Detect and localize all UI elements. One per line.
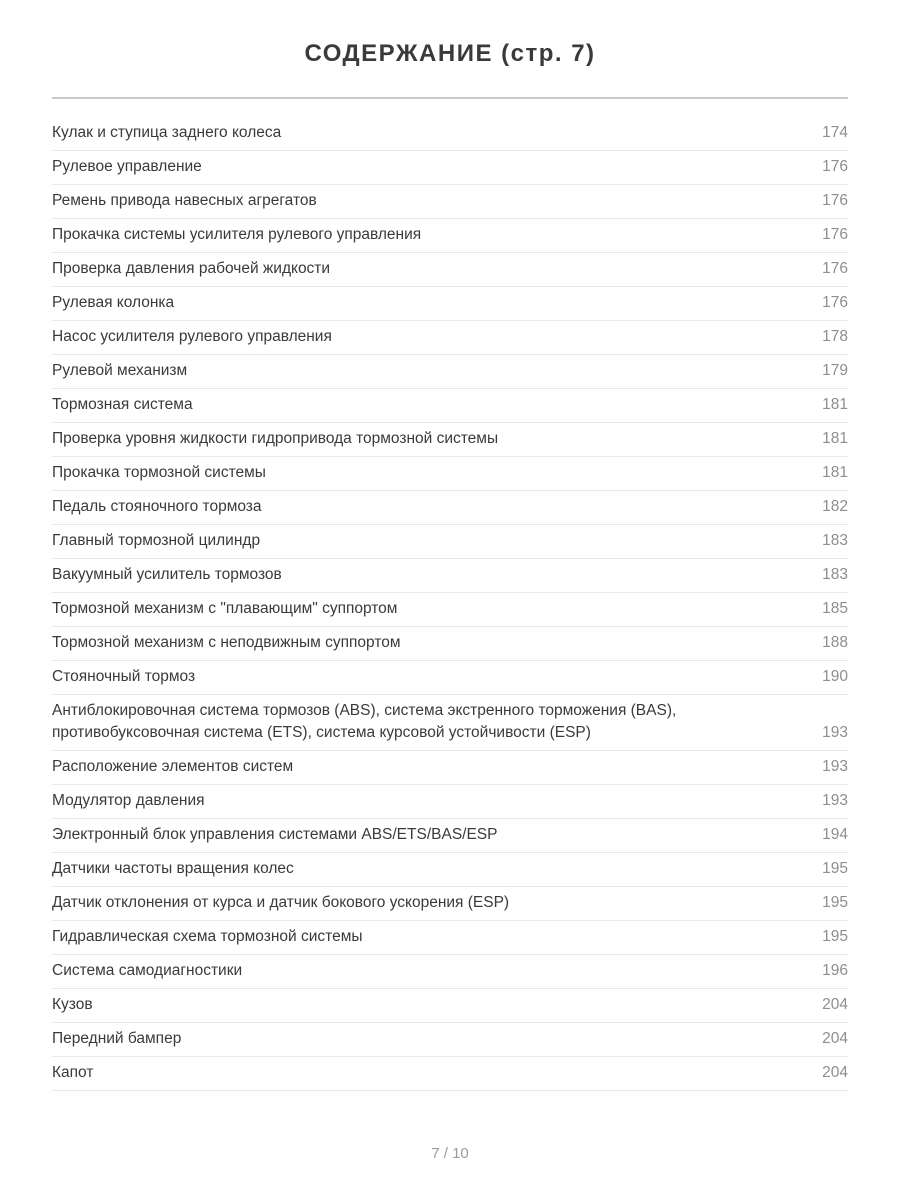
toc-entry-page-number: 178 — [822, 328, 848, 345]
toc-entry — [52, 751, 848, 785]
toc-entry-page-number: 181 — [822, 464, 848, 481]
toc-entry-label: Система самодиагностики — [52, 962, 243, 979]
title-divider — [52, 97, 848, 99]
toc-entry-label: Стояночный тормоз — [52, 668, 196, 685]
toc-entry-label: Тормозной механизм с "плавающим" суппортом — [52, 600, 398, 617]
toc-entry-label: Гидравлическая схема тормозной системы — [52, 928, 363, 945]
toc-entry-page-number: 176 — [822, 294, 848, 311]
toc-entry — [52, 955, 848, 989]
toc-entry — [52, 253, 848, 287]
toc-entry-page-number: 182 — [822, 498, 848, 515]
toc-entry-label: Тормозная система — [52, 396, 193, 413]
toc-entry — [52, 887, 848, 921]
toc-entry — [52, 1023, 848, 1057]
toc-entry-page-number: 176 — [822, 260, 848, 277]
toc-entry-page-number: 204 — [822, 1030, 848, 1047]
toc-entry-label: Рулевое управление — [52, 158, 202, 175]
toc-entry-page-number: 194 — [822, 826, 848, 843]
toc-entry — [52, 185, 848, 219]
toc-entry — [52, 287, 848, 321]
toc-entry-label: Прокачка системы усилителя рулевого управления — [52, 226, 422, 243]
toc-entry-page-number: 181 — [822, 396, 848, 413]
toc-entry-label: Вакуумный усилитель тормозов — [52, 566, 282, 583]
toc-entry-label: Рулевая колонка — [52, 294, 175, 311]
toc-entry-page-number: 185 — [822, 600, 848, 617]
toc-entry — [52, 525, 848, 559]
toc-entry-page-number: 179 — [822, 362, 848, 379]
toc-entry — [52, 423, 848, 457]
toc-entry-label: Прокачка тормозной системы — [52, 464, 266, 481]
toc-entry — [52, 1057, 848, 1091]
toc-entry-label: Датчики частоты вращения колес — [52, 860, 294, 877]
toc-entry-label: Модулятор давления — [52, 792, 205, 809]
page-title: СОДЕРЖАНИЕ (стр. 7) — [304, 40, 596, 67]
toc-entry-label: Антиблокировочная система тормозов (ABS), система экстренного торможения (BAS), противобуксовочная система (ETS), система курсовой устойчивости (ESP) — [52, 702, 677, 741]
toc-entry-page-number: 176 — [822, 158, 848, 175]
toc-entry — [52, 355, 848, 389]
toc-entry-label: Ремень привода навесных агрегатов — [52, 192, 317, 209]
toc-list — [52, 117, 848, 1091]
toc-entry — [52, 457, 848, 491]
toc-entry-label: Кузов — [52, 996, 93, 1013]
toc-entry-page-number: 176 — [822, 192, 848, 209]
toc-entry — [52, 921, 848, 955]
toc-entry — [52, 117, 848, 151]
toc-entry-page-number: 193 — [822, 724, 848, 741]
toc-entry-label: Проверка давления рабочей жидкости — [52, 260, 331, 277]
toc-entry-label: Тормозной механизм с неподвижным суппортом — [52, 634, 401, 651]
toc-entry-page-number: 204 — [822, 1064, 848, 1081]
toc-entry-label: Рулевой механизм — [52, 362, 188, 379]
toc-entry — [52, 627, 848, 661]
toc-entry-label: Расположение элементов систем — [52, 758, 294, 775]
toc-entry-page-number: 193 — [822, 758, 848, 775]
toc-entry — [52, 661, 848, 695]
toc-entry-label: Капот — [52, 1064, 94, 1081]
toc-entry-page-number: 183 — [822, 532, 848, 549]
toc-entry — [52, 151, 848, 185]
toc-entry — [52, 593, 848, 627]
toc-entry — [52, 695, 848, 751]
toc-entry-page-number: 195 — [822, 894, 848, 911]
toc-entry-label: Педаль стояночного тормоза — [52, 498, 262, 515]
toc-entry-page-number: 181 — [822, 430, 848, 447]
toc-entry — [52, 389, 848, 423]
toc-entry — [52, 321, 848, 355]
toc-entry-page-number: 196 — [822, 962, 848, 979]
toc-entry — [52, 219, 848, 253]
toc-entry-label: Насос усилителя рулевого управления — [52, 328, 332, 345]
toc-entry-label: Электронный блок управления системами ABS/ETS/BAS/ESP — [52, 826, 498, 843]
toc-entry-page-number: 174 — [822, 124, 848, 141]
toc-entry-page-number: 195 — [822, 928, 848, 945]
toc-entry-label: Датчик отклонения от курса и датчик бокового ускорения (ESP) — [52, 894, 510, 911]
toc-entry-page-number: 204 — [822, 996, 848, 1013]
toc-entry — [52, 785, 848, 819]
toc-entry-page-number: 183 — [822, 566, 848, 583]
toc-entry-label: Передний бампер — [52, 1030, 182, 1047]
toc-entry — [52, 491, 848, 525]
page-indicator: 7 / 10 — [431, 1145, 469, 1162]
toc-entry-page-number: 195 — [822, 860, 848, 877]
toc-entry-label: Проверка уровня жидкости гидропривода тормозной системы — [52, 430, 499, 447]
toc-entry-page-number: 193 — [822, 792, 848, 809]
toc-entry — [52, 853, 848, 887]
toc-entry-label: Кулак и ступица заднего колеса — [52, 124, 282, 141]
toc-entry — [52, 989, 848, 1023]
toc-entry — [52, 819, 848, 853]
toc-entry-page-number: 190 — [822, 668, 848, 685]
toc-entry-page-number: 188 — [822, 634, 848, 651]
toc-entry — [52, 559, 848, 593]
toc-entry-label: Главный тормозной цилиндр — [52, 532, 261, 549]
toc-entry-page-number: 176 — [822, 226, 848, 243]
